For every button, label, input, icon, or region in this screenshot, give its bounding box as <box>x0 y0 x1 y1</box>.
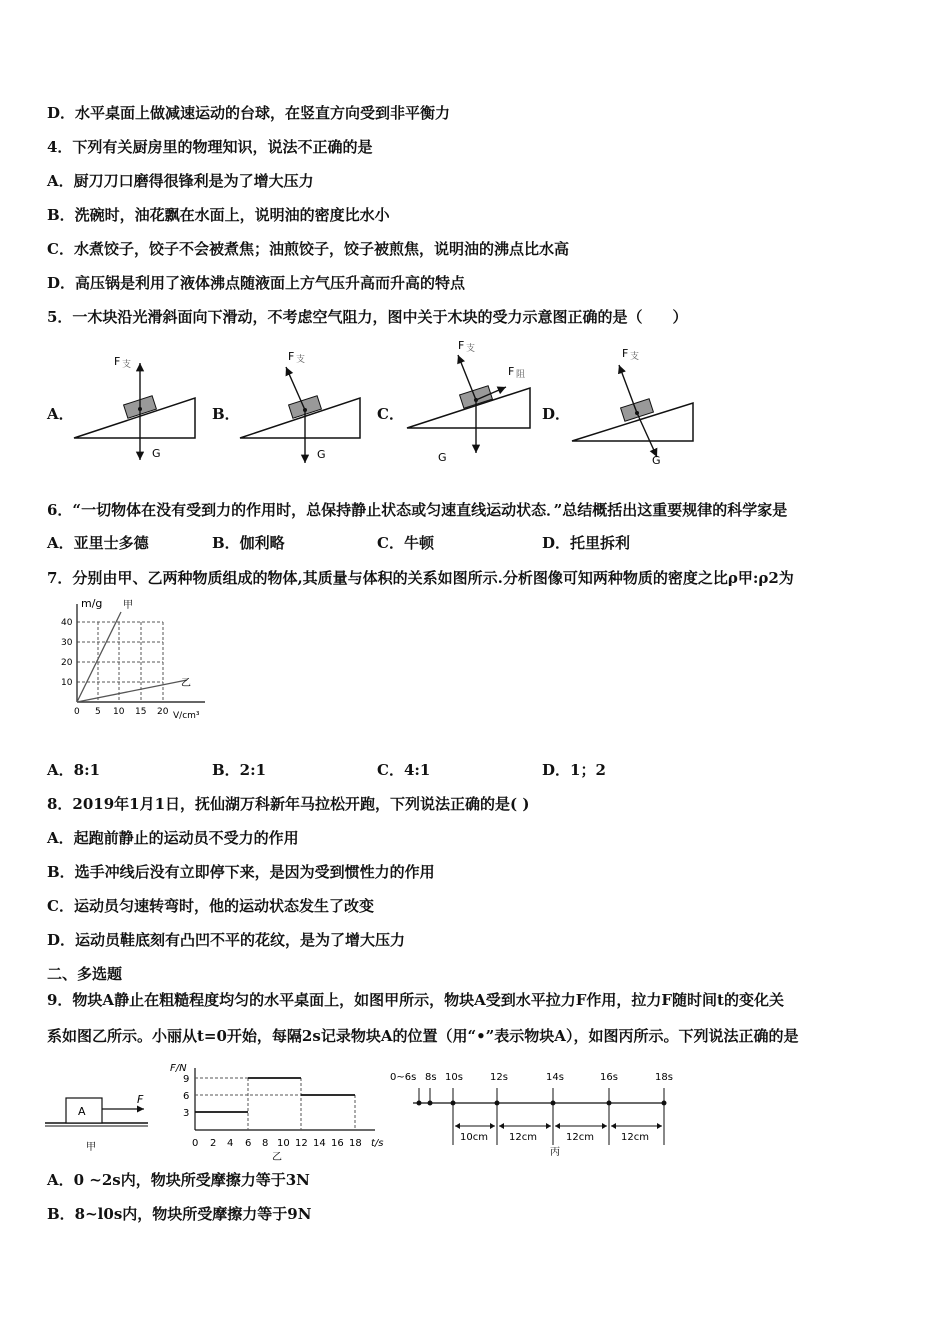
svg-text:18s: 18s <box>655 1072 673 1083</box>
svg-text:18: 18 <box>349 1138 362 1149</box>
svg-text:0: 0 <box>74 707 80 717</box>
q6-option-d: D．托里拆利 <box>542 534 631 552</box>
svg-text:5: 5 <box>95 707 101 717</box>
q7-option-c: C．4:1 <box>377 761 431 779</box>
q6-option-c: C．牛顿 <box>377 534 434 552</box>
q7-option-b: B．2:1 <box>212 761 267 779</box>
svg-text:F: F <box>622 347 629 360</box>
svg-text:20: 20 <box>61 658 73 668</box>
svg-text:10s: 10s <box>445 1072 463 1083</box>
q7-line-jia <box>77 612 121 702</box>
q6-option-a: A．亚里士多德 <box>47 534 149 552</box>
q9-stem-line2: 系如图乙所示。小丽从t=0开始，每隔2s记录物块A的位置（用“•”表示物块A），如图丙所示。下列说法正确的是 <box>47 1027 799 1045</box>
q6-option-b: B．伽利略 <box>212 534 285 552</box>
q9-figures <box>40 1060 690 1165</box>
q5-label-b: B． <box>212 405 240 423</box>
q9-option-b: B．8~l0s内，物块所受摩擦力等于9N <box>47 1205 312 1223</box>
svg-text:支: 支 <box>466 344 476 354</box>
svg-text:F: F <box>458 339 465 352</box>
q8-option-a: A．起跑前静止的运动员不受力的作用 <box>47 829 299 847</box>
q5-diagram-d <box>572 347 693 467</box>
q5-force-diagrams <box>0 335 700 470</box>
svg-text:m/g: m/g <box>81 597 103 610</box>
svg-text:支: 支 <box>630 352 640 362</box>
svg-text:支: 支 <box>296 355 306 365</box>
q7-line-yi <box>77 680 187 702</box>
svg-text:10: 10 <box>113 707 125 717</box>
svg-text:A: A <box>78 1105 86 1118</box>
svg-text:0~6s: 0~6s <box>390 1072 417 1083</box>
svg-text:乙: 乙 <box>181 678 191 689</box>
q5-label-a: A． <box>47 405 74 423</box>
q4-option-b: B．洗碗时，油花飘在水面上，说明油的密度比水小 <box>47 206 390 224</box>
q7-option-a: A．8:1 <box>47 761 101 779</box>
q5-stem: 5．一木块沿光滑斜面向下滑动，不考虑空气阻力，图中关于木块的受力示意图正确的是（ ） <box>47 308 688 326</box>
svg-text:14s: 14s <box>546 1072 564 1083</box>
q9-figure-jia <box>45 1093 148 1153</box>
q9-figure-bing <box>390 1072 673 1158</box>
svg-text:V/cm³: V/cm³ <box>173 711 200 721</box>
svg-text:40: 40 <box>61 618 73 628</box>
svg-text:G: G <box>317 448 326 461</box>
svg-text:F: F <box>288 350 295 363</box>
q3-option-d: D．水平桌面上做减速运动的台球，在竖直方向受到非平衡力 <box>47 104 451 122</box>
q8-option-d: D．运动员鞋底刻有凸凹不平的花纹，是为了增大压力 <box>47 931 406 949</box>
svg-text:12: 12 <box>295 1138 308 1149</box>
q7-option-d: D．1；2 <box>542 761 606 779</box>
svg-text:10: 10 <box>277 1138 290 1149</box>
svg-text:20: 20 <box>157 707 169 717</box>
svg-text:10cm: 10cm <box>460 1132 488 1143</box>
section-heading-multi-choice: 二、多选题 <box>47 965 123 983</box>
svg-text:0: 0 <box>192 1138 199 1149</box>
svg-text:10: 10 <box>61 678 73 688</box>
svg-text:8: 8 <box>262 1138 269 1149</box>
svg-text:15: 15 <box>135 707 147 717</box>
svg-text:16: 16 <box>331 1138 344 1149</box>
q9-figure-yi <box>170 1063 384 1163</box>
svg-text:甲: 甲 <box>86 1142 96 1153</box>
svg-text:4: 4 <box>227 1138 234 1149</box>
q9-stem-line1: 9．物块A静止在粗糙程度均匀的水平桌面上，如图甲所示，物块A受到水平拉力F作用，拉力F随时间t的变化关 <box>47 991 784 1009</box>
svg-text:6: 6 <box>245 1138 252 1149</box>
svg-text:乙: 乙 <box>272 1152 282 1163</box>
q4-option-d: D．高压锅是利用了液体沸点随液面上方气压升高而升高的特点 <box>47 274 466 292</box>
svg-text:t/s: t/s <box>371 1138 384 1149</box>
q5-diagram-b <box>240 350 360 463</box>
svg-text:8s: 8s <box>425 1072 437 1083</box>
svg-text:12cm: 12cm <box>566 1132 594 1143</box>
svg-text:阻: 阻 <box>516 370 526 380</box>
svg-text:2: 2 <box>210 1138 217 1149</box>
q5-label-d: D． <box>542 405 571 423</box>
svg-text:30: 30 <box>61 638 73 648</box>
svg-text:丙: 丙 <box>550 1147 560 1158</box>
svg-text:12cm: 12cm <box>509 1132 537 1143</box>
q4-option-c: C．水煮饺子，饺子不会被煮焦；油煎饺子，饺子被煎焦，说明油的沸点比水高 <box>47 240 569 258</box>
svg-text:14: 14 <box>313 1138 326 1149</box>
q8-option-b: B．选手冲线后没有立即停下来，是因为受到惯性力的作用 <box>47 863 435 881</box>
svg-text:F: F <box>137 1093 144 1106</box>
q6-stem: 6．“一切物体在没有受到力的作用时，总保持静止状态或匀速直线运动状态．”总结概括出这重要规律的科学家是 <box>47 501 788 519</box>
q9-option-a: A．0 ~2s内，物块所受摩擦力等于3N <box>47 1171 310 1189</box>
svg-text:F/N: F/N <box>170 1063 187 1074</box>
svg-text:6: 6 <box>183 1091 190 1102</box>
q8-stem: 8．2019年1月1日，抚仙湖万科新年马拉松开跑，下列说法正确的是( ) <box>47 795 530 813</box>
q5-diagram-c <box>407 339 530 464</box>
q7-mass-volume-graph <box>45 594 225 734</box>
svg-text:甲: 甲 <box>123 600 133 611</box>
svg-text:F: F <box>508 365 515 378</box>
svg-text:G: G <box>652 454 661 467</box>
q4-stem: 4．下列有关厨房里的物理知识，说法不正确的是 <box>47 138 373 156</box>
svg-text:16s: 16s <box>600 1072 618 1083</box>
svg-text:G: G <box>152 447 161 460</box>
q4-option-a: A．厨刀刀口磨得很锋利是为了增大压力 <box>47 172 314 190</box>
svg-text:12cm: 12cm <box>621 1132 649 1143</box>
q7-stem: 7．分别由甲、乙两种物质组成的物体,其质量与体积的关系如图所示.分析图像可知两种物质的密度之比ρ甲:ρ2为 <box>47 569 794 587</box>
svg-text:3: 3 <box>183 1108 190 1119</box>
q8-option-c: C．运动员匀速转弯时，他的运动状态发生了改变 <box>47 897 374 915</box>
svg-text:G: G <box>438 451 447 464</box>
q5-diagram-a <box>74 355 195 460</box>
q5-label-c: C． <box>377 405 404 423</box>
svg-text:F: F <box>114 355 121 368</box>
svg-text:12s: 12s <box>490 1072 508 1083</box>
svg-text:9: 9 <box>183 1074 190 1085</box>
svg-text:支: 支 <box>122 360 132 370</box>
